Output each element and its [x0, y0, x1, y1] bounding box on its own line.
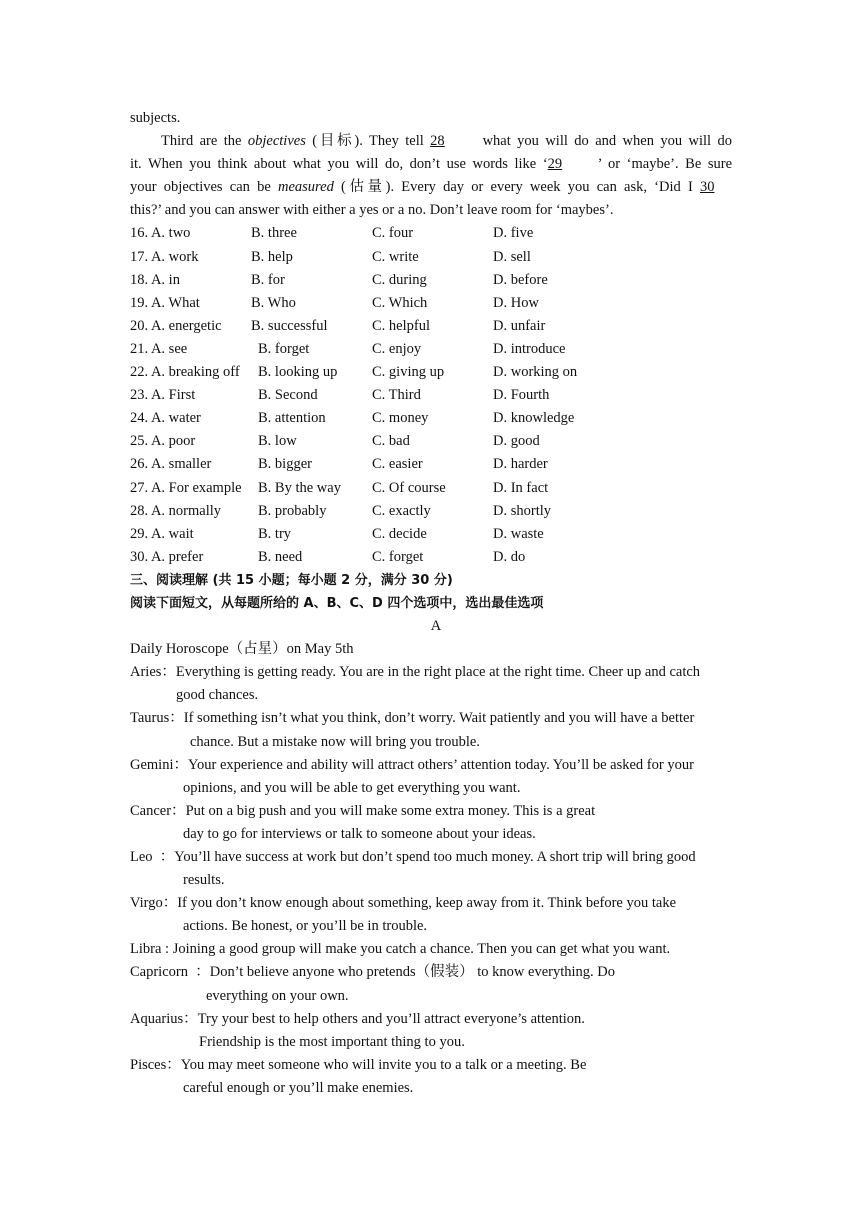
option-choice: 19. A. What — [130, 294, 200, 311]
sign-label: Taurus： — [130, 710, 184, 727]
horoscope-entry — [130, 1008, 732, 1054]
option-choice: C. money — [372, 410, 429, 427]
horoscope-entry — [130, 754, 732, 800]
horoscope-text: day to go for interviews or talk to someone about your ideas. — [183, 825, 536, 842]
horoscope-text — [130, 961, 732, 984]
horoscope-text: If you don’t know enough about something, keep away from it. Think before you take — [177, 895, 677, 912]
option-row — [130, 315, 732, 338]
sign-label: Leo ： — [130, 849, 175, 865]
option-choice: C. bad — [372, 433, 410, 450]
horoscope-text — [130, 846, 732, 869]
sign-label: Aquarius： — [130, 1010, 198, 1027]
horoscope-entry — [130, 892, 732, 938]
passage-line: this?’ and you can answer with either a yes or a no. Don’t leave room for ‘maybes’. — [130, 202, 614, 219]
option-choice: C. giving up — [372, 364, 445, 381]
option-choice: B. looking up — [258, 364, 338, 381]
option-choice: D. introduce — [493, 340, 566, 357]
horoscope-text: Everything is getting ready. You are in the right place at the right time. Cheer up and catch — [175, 664, 701, 681]
document-page — [130, 107, 732, 1100]
option-choice: B. low — [258, 433, 297, 450]
horoscope-text: You may meet someone who will invite you to a talk or a meeting. Be — [180, 1056, 587, 1073]
option-choice: D. good — [493, 433, 540, 450]
option-choice: B. Who — [251, 294, 296, 311]
horoscope-entry — [130, 661, 732, 707]
option-row — [130, 338, 732, 361]
option-choice: D. do — [493, 548, 526, 565]
option-choice: D. How — [493, 294, 539, 311]
sign-label: Cancer： — [130, 802, 186, 819]
option-choice: 28. A. normally — [130, 502, 222, 519]
horoscope-entry — [130, 707, 732, 753]
option-choice: C. forget — [372, 548, 424, 565]
options-list — [130, 222, 732, 568]
passage-line: Third are the objectives (目标). They tell 28 what you will do and when you will do — [130, 130, 732, 153]
horoscope-entry — [130, 938, 732, 961]
option-row — [130, 407, 732, 430]
horoscope-entry — [130, 1054, 732, 1100]
option-choice: D. before — [493, 271, 548, 288]
option-choice: D. unfair — [493, 317, 546, 334]
option-choice: D. Fourth — [493, 387, 550, 404]
option-row — [130, 384, 732, 407]
sign-label: Aries： — [130, 664, 176, 681]
option-choice: B. probably — [258, 502, 327, 519]
measured-term: measured — [278, 179, 334, 196]
option-choice: B. successful — [251, 317, 328, 334]
horoscope-text — [130, 800, 732, 823]
option-choice: B. help — [251, 248, 293, 265]
horoscope-entry — [130, 800, 732, 846]
option-choice: C. decide — [372, 525, 427, 542]
option-choice: C. Which — [372, 294, 428, 311]
option-choice: 27. A. For example — [130, 479, 242, 496]
option-row — [130, 222, 732, 245]
option-row — [130, 546, 732, 569]
passage-line: it. When you think about what you will do, don’t use words like ‘29 ’ or ‘maybe’. Be sure — [130, 153, 732, 176]
horoscope-text: everything on your own. — [206, 987, 349, 1004]
option-choice: 24. A. water — [130, 410, 201, 427]
horoscope-text — [130, 661, 732, 684]
horoscope-text — [130, 1008, 732, 1031]
horoscope-text: actions. Be honest, or you’ll be in trouble. — [183, 918, 428, 935]
option-choice: 26. A. smaller — [130, 456, 212, 473]
option-choice: 29. A. wait — [130, 525, 194, 542]
option-choice: D. working on — [493, 364, 578, 381]
option-choice: D. sell — [493, 248, 531, 265]
horoscope-text — [130, 892, 732, 915]
passage-letter: A — [430, 618, 442, 635]
option-choice: B. By the way — [258, 479, 341, 496]
option-choice: B. try — [258, 525, 292, 542]
option-choice: C. helpful — [372, 317, 430, 334]
option-choice: B. bigger — [258, 456, 312, 473]
horoscope-text: Your experience and ability will attract others’ attention today. You’ll be asked for your — [188, 756, 694, 773]
option-row — [130, 500, 732, 523]
horoscope-text: Try your best to help others and you’ll attract everyone’s attention. — [197, 1010, 585, 1027]
horoscope-entry — [130, 961, 732, 1007]
option-choice: 30. A. prefer — [130, 548, 204, 565]
option-choice: 16. A. two — [130, 225, 191, 242]
horoscope-text: Friendship is the most important thing to you. — [199, 1033, 465, 1050]
sign-label: Libra : — [130, 941, 173, 958]
option-choice: C. write — [372, 248, 419, 265]
option-row — [130, 523, 732, 546]
option-choice: B. attention — [258, 410, 326, 427]
horoscope-text: opinions, and you will be able to get everything you want. — [183, 779, 521, 796]
option-choice: 23. A. First — [130, 387, 196, 404]
option-choice: C. Third — [372, 387, 421, 404]
option-choice: C. enjoy — [372, 340, 422, 357]
horoscope-text: good chances. — [176, 687, 259, 704]
horoscope-text: Don’t believe anyone who pretends（假装） to know everything. Do — [209, 964, 615, 981]
horoscope-text: If something isn’t what you think, don’t worry. Wait patiently and you will have a better — [183, 710, 695, 727]
option-choice: B. forget — [258, 340, 310, 357]
option-row — [130, 269, 732, 292]
option-row — [130, 361, 732, 384]
option-choice: D. harder — [493, 456, 548, 473]
horoscope-text — [130, 707, 732, 730]
horoscope-text: chance. But a mistake now will bring you trouble. — [190, 733, 480, 750]
horoscope-text — [130, 938, 732, 961]
option-row — [130, 453, 732, 476]
option-choice: 18. A. in — [130, 271, 180, 288]
option-choice: C. four — [372, 225, 414, 242]
option-choice: C. during — [372, 271, 427, 288]
option-choice: B. for — [251, 271, 285, 288]
blank-29: 29 — [547, 156, 563, 173]
option-row — [130, 430, 732, 453]
option-choice: B. need — [258, 548, 303, 565]
option-choice: C. easier — [372, 456, 423, 473]
option-choice: 21. A. see — [130, 340, 188, 357]
option-choice: C. exactly — [372, 502, 431, 519]
horoscope-text: results. — [183, 872, 225, 889]
section-instruction: 阅读下面短文，从每题所给的 A、B、C、D 四个选项中，选出最佳选项 — [130, 595, 544, 611]
option-choice: C. Of course — [372, 479, 446, 496]
horoscope-text — [130, 754, 732, 777]
option-row — [130, 477, 732, 500]
option-choice: 25. A. poor — [130, 433, 196, 450]
horoscope-text: Joining a good group will make you catch a chance. Then you can get what you want. — [172, 941, 671, 958]
option-choice: D. shortly — [493, 502, 551, 519]
passage-line: subjects. — [130, 110, 181, 126]
option-choice: D. knowledge — [493, 410, 575, 427]
horoscope-text — [130, 1054, 732, 1077]
option-row — [130, 292, 732, 315]
objectives-term: objectives — [247, 133, 306, 150]
option-choice: B. three — [251, 225, 297, 242]
passage-line: your objectives can be measured (估量). Every day or every week you can ask, ‘Did I 30 — [130, 176, 732, 199]
option-choice: D. waste — [493, 525, 544, 542]
horoscope-text: careful enough or you’ll make enemies. — [183, 1079, 414, 1096]
option-choice: B. Second — [258, 387, 318, 404]
option-choice: D. In fact — [493, 479, 549, 496]
horoscope-title: Daily Horoscope（占星）on May 5th — [130, 641, 354, 658]
option-choice: D. five — [493, 225, 534, 242]
blank-28: 28 — [430, 133, 445, 150]
option-choice: 22. A. breaking off — [130, 364, 240, 381]
sign-label: Gemini： — [130, 756, 188, 773]
option-row — [130, 246, 732, 269]
sign-label: Pisces： — [130, 1056, 181, 1073]
horoscope-entry — [130, 846, 732, 892]
sign-label: Virgo： — [130, 895, 178, 912]
horoscope-text: Put on a big push and you will make some extra money. This is a great — [185, 802, 596, 819]
blank-30: 30 — [700, 179, 715, 196]
option-choice: 20. A. energetic — [130, 317, 222, 334]
option-choice: 17. A. work — [130, 248, 199, 265]
horoscope-text: You’ll have success at work but don’t spend too much money. A short trip will bring good — [174, 849, 696, 865]
section-heading: 三、阅读理解 (共 15 小题；每小题 2 分，满分 30 分) — [130, 572, 453, 588]
sign-label: Capricorn ： — [130, 964, 210, 981]
